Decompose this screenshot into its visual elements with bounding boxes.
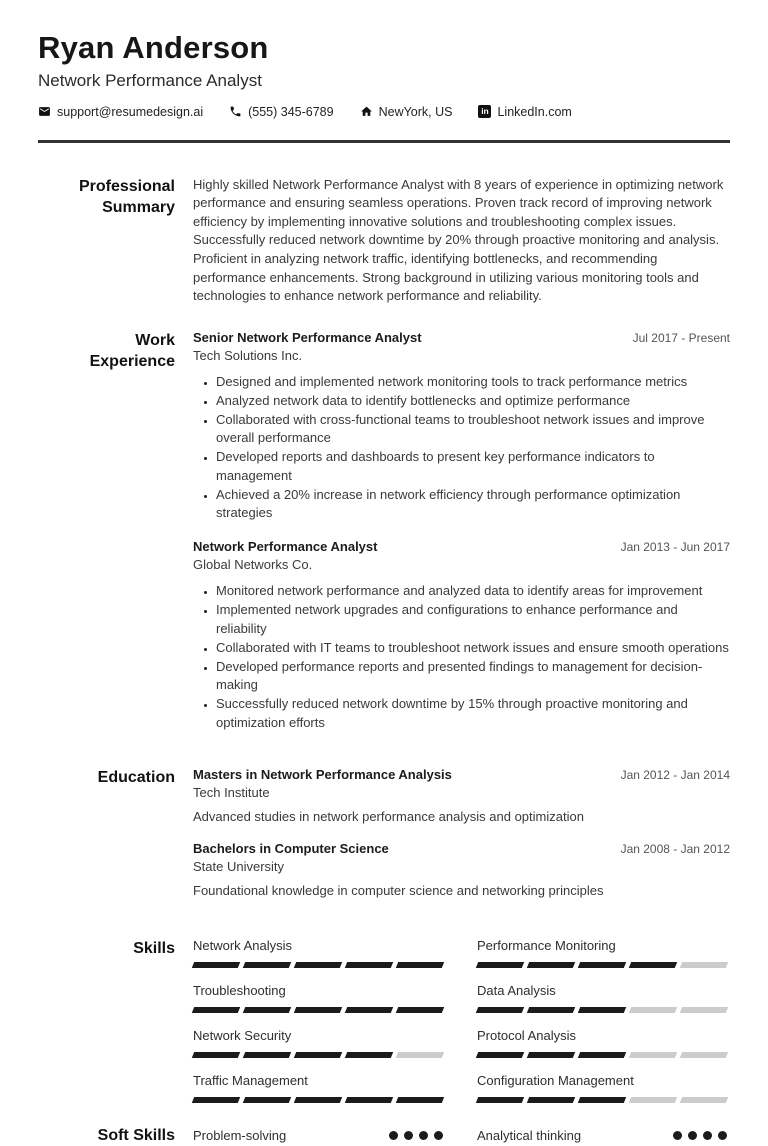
job-header (193, 330, 730, 345)
contact-location (360, 105, 453, 119)
education-dates: Jan 2008 - Jan 2012 (620, 841, 730, 856)
section-skills (38, 938, 730, 1103)
job-dates: Jul 2017 - Present (632, 330, 730, 345)
resume-header (38, 30, 730, 119)
skill-name: Protocol Analysis (477, 1027, 576, 1043)
candidate-job-title: Network Performance Analyst (38, 70, 262, 90)
skill-item (477, 1073, 727, 1103)
skill-item (193, 938, 443, 968)
job-bullet: • Designed and implemented network monitoring tools to track performance metrics (216, 373, 730, 391)
education-header (193, 767, 730, 782)
skill-name: Data Analysis (477, 982, 556, 998)
skill-name: Traffic Management (193, 1072, 308, 1088)
job-bullet-list (193, 582, 730, 732)
skill-level-bar (193, 1007, 443, 1013)
section-soft-skills (38, 1125, 730, 1146)
skill-name: Performance Monitoring (477, 937, 616, 953)
education-school: Tech Institute (193, 784, 270, 800)
education-dates: Jan 2012 - Jan 2014 (620, 767, 730, 782)
skill-level-bar (477, 1007, 727, 1013)
job-bullet: • Monitored network performance and analyzed data to identify areas for improvement (216, 582, 730, 600)
contact-phone[interactable] (229, 105, 333, 119)
education-entry (193, 767, 730, 824)
skill-level-bar (477, 1052, 727, 1058)
soft-skill-name: Analytical thinking (477, 1127, 582, 1143)
skill-name: Troubleshooting (193, 982, 286, 998)
skill-name: Network Security (193, 1027, 292, 1043)
section-label-skills: Skills (133, 939, 175, 957)
education-degree: Bachelors in Computer Science (193, 840, 389, 856)
job-title: Senior Network Performance Analyst (193, 329, 422, 345)
job-header (193, 539, 730, 554)
linkedin-icon: in (478, 105, 491, 118)
contact-linkedin-text: LinkedIn.com (497, 104, 572, 119)
job-entry (193, 330, 730, 523)
education-description: Foundational knowledge in computer science and networking principles (193, 882, 604, 898)
contact-linkedin[interactable] (478, 105, 571, 119)
skills-grid (193, 938, 730, 1103)
section-education (38, 767, 730, 898)
job-bullet: • Developed performance reports and presented findings to management for decision-making (216, 658, 730, 694)
skill-item (477, 938, 727, 968)
section-professional-summary (38, 176, 730, 306)
skill-level-bar (193, 1097, 443, 1103)
job-bullet: • Developed reports and dashboards to present key performance indicators to management (216, 448, 730, 484)
skill-item (193, 1073, 443, 1103)
email-icon (38, 105, 51, 118)
job-dates: Jan 2013 - Jun 2017 (620, 540, 730, 555)
education-degree: Masters in Network Performance Analysis (193, 766, 452, 782)
skill-level-bar (477, 1097, 727, 1103)
soft-skill-rating-dots (673, 1131, 727, 1140)
section-label-work: Work Experience (89, 331, 175, 370)
section-label-summary: Professional Summary (78, 177, 175, 216)
contact-location-text: NewYork, US (378, 104, 453, 119)
job-company: Tech Solutions Inc. (193, 347, 303, 363)
skill-level-bar (193, 1052, 443, 1058)
soft-skill-item (477, 1125, 727, 1146)
job-bullet: • Implemented network upgrades and configurations to enhance performance and reliability (216, 601, 730, 637)
contact-email-text: support@resumedesign.ai (57, 104, 204, 119)
contact-email[interactable] (38, 105, 203, 119)
soft-skill-item (193, 1125, 443, 1146)
skill-item (477, 1028, 727, 1058)
section-work-experience (38, 330, 730, 733)
header-divider (38, 140, 730, 143)
skill-level-bar (477, 962, 727, 968)
skill-item (193, 983, 443, 1013)
skill-name: Configuration Management (477, 1072, 634, 1088)
candidate-name: Ryan Anderson (38, 30, 269, 65)
skill-level-bar (193, 962, 443, 968)
skill-item (477, 983, 727, 1013)
soft-skill-rating-dots (389, 1131, 443, 1140)
soft-skill-name: Problem-solving (193, 1127, 287, 1143)
job-entry (193, 539, 730, 732)
contact-phone-text: (555) 345-6789 (248, 104, 334, 119)
home-icon (360, 105, 373, 118)
job-bullet: • Achieved a 20% increase in network efficiency through performance optimization strategies (216, 486, 730, 522)
summary-text: Highly skilled Network Performance Analyst with 8 years of experience in optimizing network performance and ensuring seamless operations. Proven track record of improving network efficiency by implementing innovative solutions and troubleshooting complex issues. Successfully reduced network downtime by 20% through proactive monitoring and analysis. Proficient in analyzing network traffic, identifying bottlenecks, and recommending performance enhancements. Strong background in utilizing various monitoring tools and technologies to enhance network performance and reliability. (193, 176, 724, 304)
contact-row (38, 105, 730, 119)
job-bullet: • Collaborated with IT teams to troubleshoot network issues and ensure smooth operations (216, 639, 730, 657)
soft-skills-grid (193, 1125, 730, 1146)
education-description: Advanced studies in network performance analysis and optimization (193, 808, 584, 824)
phone-icon (229, 105, 242, 118)
education-entry (193, 841, 730, 898)
section-label-soft-skills: Soft Skills (97, 1126, 175, 1144)
job-bullet: • Collaborated with cross-functional teams to troubleshoot network issues and improve overall performance (216, 411, 730, 447)
job-bullet: • Analyzed network data to identify bottlenecks and optimize performance (216, 392, 730, 410)
job-bullet: • Successfully reduced network downtime by 15% through proactive monitoring and optimization efforts (216, 695, 730, 731)
job-bullet-list (193, 373, 730, 523)
education-header (193, 841, 730, 856)
skill-item (193, 1028, 443, 1058)
skill-name: Network Analysis (193, 937, 292, 953)
job-title: Network Performance Analyst (193, 539, 378, 555)
job-company: Global Networks Co. (193, 557, 313, 573)
education-school: State University (193, 858, 285, 874)
section-label-education: Education (97, 768, 175, 786)
